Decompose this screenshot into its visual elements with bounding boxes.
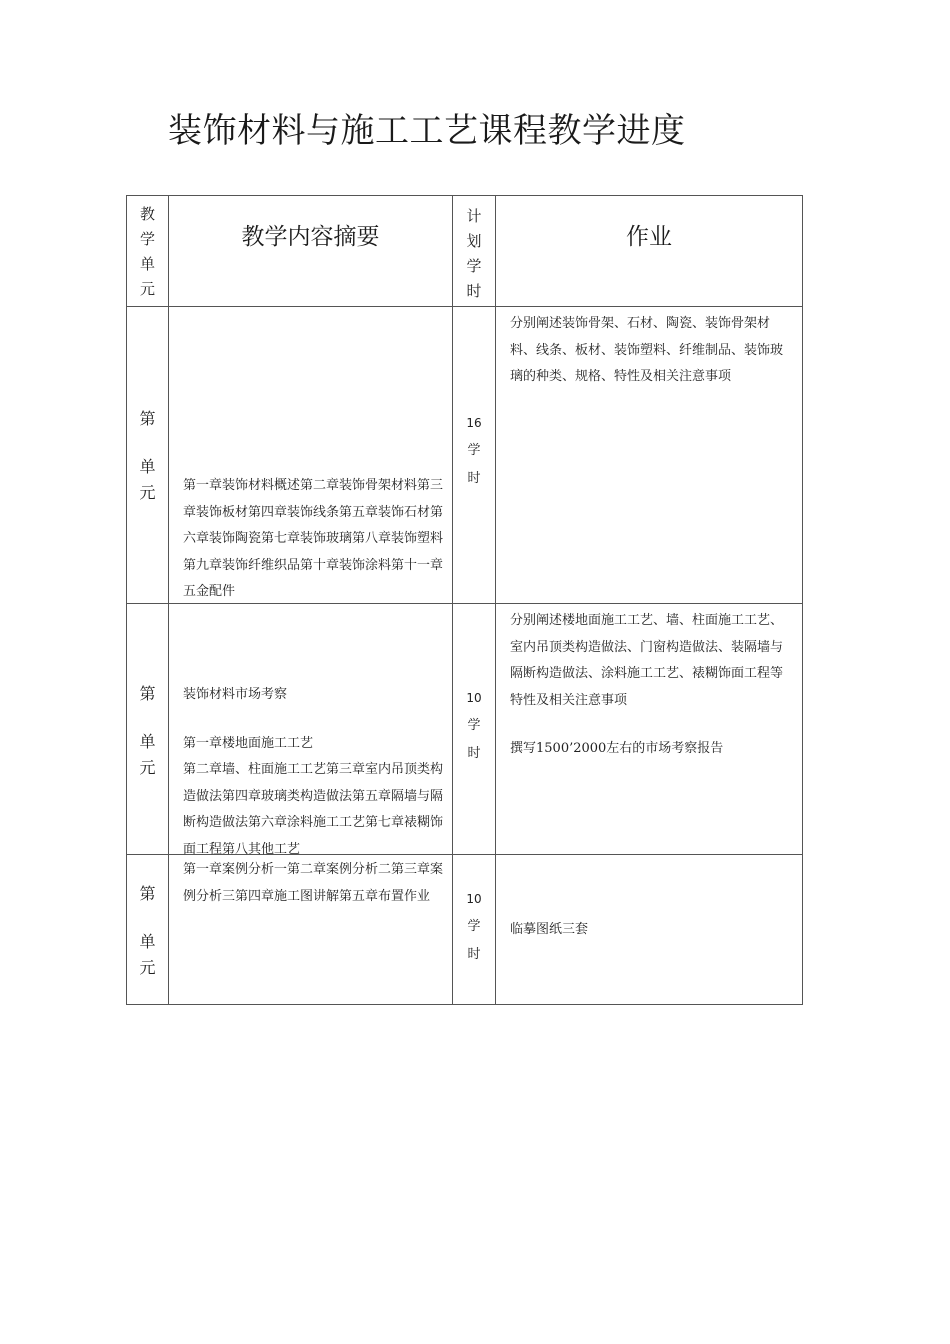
homework-cell (496, 855, 803, 1005)
hours-unit-char: 时 (467, 471, 481, 486)
header-hours-char: 计 (466, 207, 482, 225)
content-text: 第二章墙、柱面施工工艺第三章室内吊顶类构造做法第四章玻璃类构造做法第五章隔墙与隔断构造做法第六章涂料施工工艺第七章裱糊饰面工程第八其他工艺 (183, 762, 444, 857)
hours-unit-char: 学 (467, 718, 481, 733)
unit-char: 元 (139, 758, 156, 777)
content-cell (169, 855, 453, 1005)
hours-unit-char: 时 (467, 947, 481, 962)
homework-text: 撰写1500’2000左右的市场考察报告 (510, 741, 724, 756)
content-text: 第一章装饰材料概述第二章装饰骨架材料第三章装饰板材第四章装饰线条第五章装饰石材第六章装饰陶瓷第七章装饰玻璃第八章装饰塑料第九章装饰纤维织品第十章装饰涂料第十一章五金配件 (183, 478, 444, 599)
unit-char: 元 (139, 483, 156, 502)
header-unit-cell (127, 196, 169, 307)
table-header-row (127, 196, 803, 307)
homework-text: 临摹图纸三套 (510, 922, 589, 937)
content-text: 装饰材料市场考察 (183, 687, 288, 702)
header-hours-cell (453, 196, 496, 307)
header-homework-cell (496, 196, 803, 307)
teaching-schedule-table (126, 195, 803, 1005)
header-hours-char: 学 (466, 257, 482, 275)
unit-char: 第 (139, 409, 156, 428)
content-text: 第一章楼地面施工工艺 (183, 735, 314, 751)
unit-char: 单 (139, 457, 156, 476)
table-row (127, 604, 803, 855)
hours-unit-char: 学 (467, 443, 481, 458)
homework-cell (496, 307, 803, 604)
header-hours-char: 划 (466, 232, 482, 250)
unit-cell (127, 604, 169, 855)
header-homework-label: 作业 (626, 224, 672, 250)
header-unit-char: 元 (139, 280, 155, 298)
hours-cell (453, 855, 496, 1005)
unit-char: 元 (139, 958, 156, 977)
unit-cell (127, 307, 169, 604)
header-unit-char: 教 (139, 205, 155, 223)
content-text: 第一章案例分析一第二章案例分析二第三章案例分析三第四章施工图讲解第五章布置作业 (183, 862, 444, 904)
unit-char: 单 (139, 932, 156, 951)
header-unit-char: 单 (139, 255, 155, 273)
hours-cell (453, 307, 496, 604)
unit-cell (127, 855, 169, 1005)
hours-number: 10 (466, 892, 482, 906)
table-row (127, 307, 803, 604)
hours-unit-char: 时 (467, 746, 481, 761)
header-hours-char: 时 (466, 282, 482, 300)
unit-char: 第 (139, 684, 156, 703)
homework-cell (496, 604, 803, 855)
header-unit-char: 学 (139, 230, 155, 248)
homework-text: 分别阐述楼地面施工工艺、墙、柱面施工工艺、室内吊顶类构造做法、门窗构造做法、装隔墙与隔断构造做法、涂料施工工艺、裱糊饰面工程等特性及相关注意事项 (510, 613, 784, 708)
table-row (127, 855, 803, 1005)
hours-cell (453, 604, 496, 855)
header-content-label: 教学内容摘要 (241, 224, 380, 250)
hours-unit-char: 学 (467, 919, 481, 934)
homework-text: 分别阐述装饰骨架、石材、陶瓷、装饰骨架材料、线条、板材、装饰塑料、纤维制品、装饰玻璃的种类、规格、特性及相关注意事项 (510, 316, 784, 384)
hours-number: 16 (466, 416, 482, 430)
header-content-cell (169, 196, 453, 307)
unit-char: 单 (139, 732, 156, 751)
content-cell (169, 604, 453, 855)
document-title: 装饰材料与施工工艺课程教学进度 (168, 111, 686, 151)
content-cell (169, 307, 453, 604)
hours-number: 10 (466, 691, 482, 705)
unit-char: 第 (139, 884, 156, 903)
